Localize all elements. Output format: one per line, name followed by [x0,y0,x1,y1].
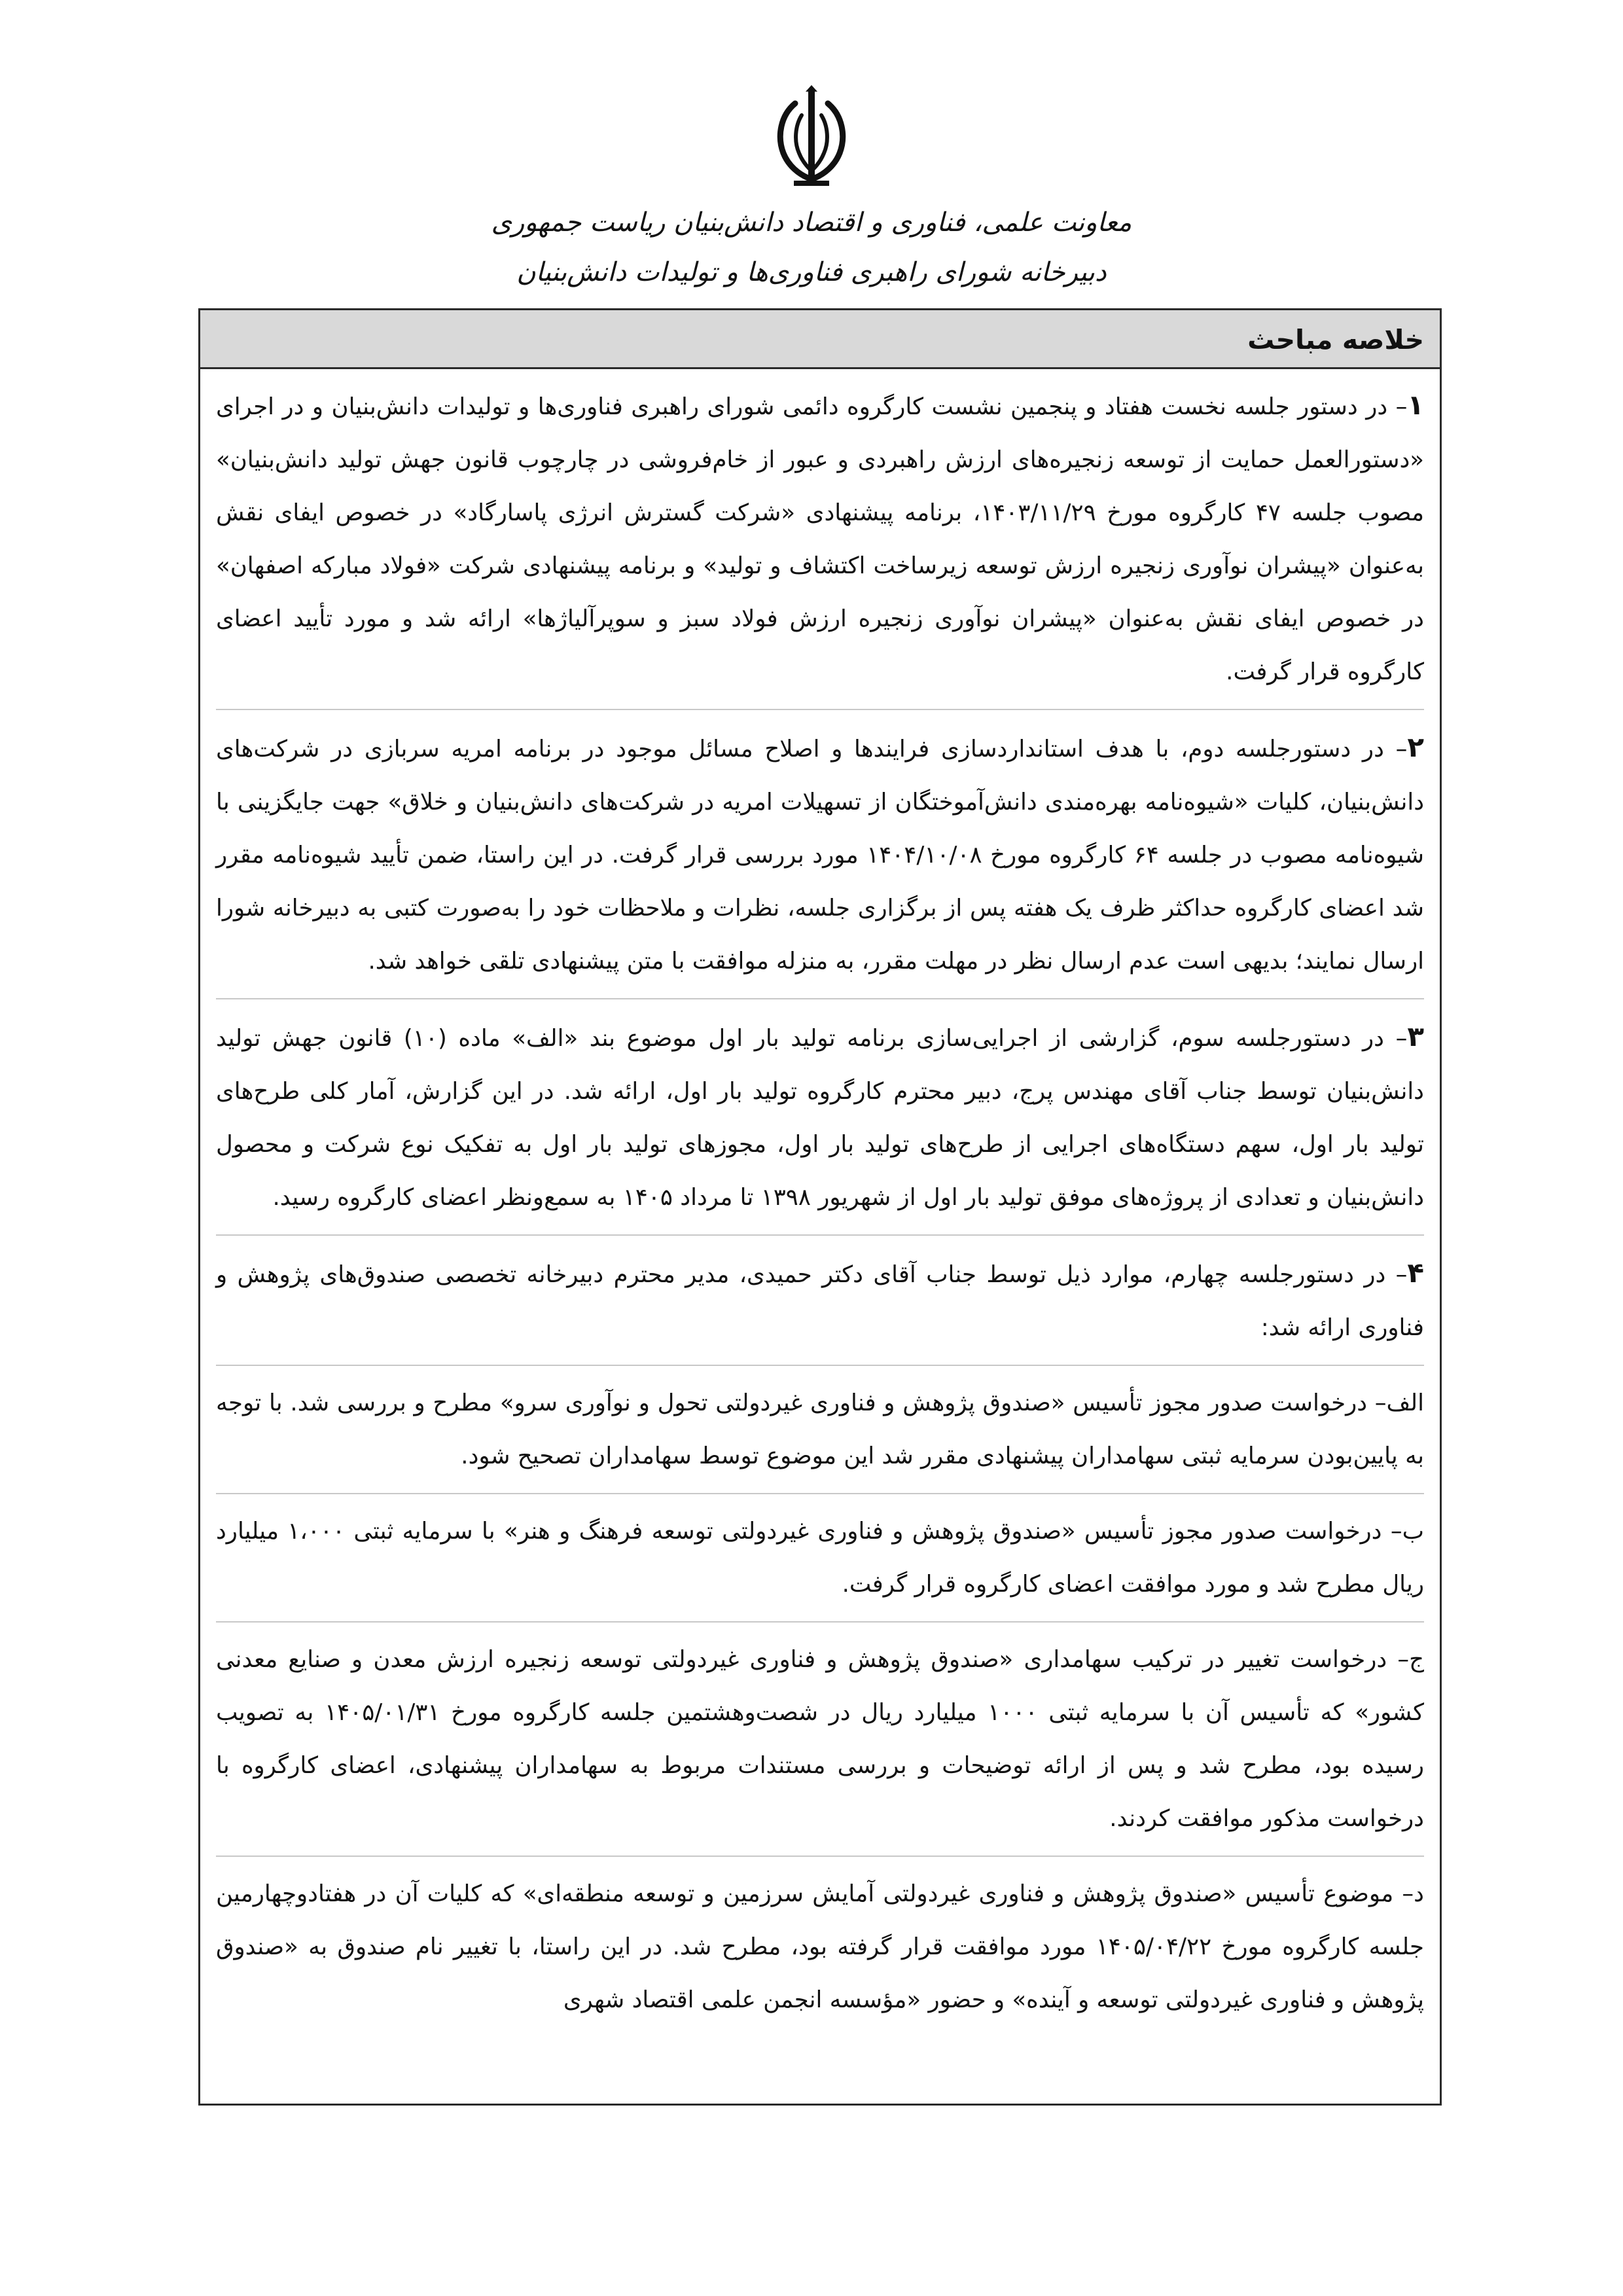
sub-item-alef [216,1376,1424,1494]
item-text: – در دستور جلسه نخست هفتاد و پنجمین نشست کارگروه دائمی شورای راهبری فناوری‌ها و تولیدات دانش‌بنیان و در اجرای «دستورالعمل حمایت از توسعه زنجیره‌های ارزش راهبردی و عبور از خام‌فروشی در چارچوب قانون جهش تولید دانش‌بنیان» مصوب جلسه ۴۷ کارگروه مورخ ۱۴۰۳/۱۱/۲۹، برنامه پیشنهادی «شرکت گسترش انرژی پاسارگاد» در خصوص ایفای نقش به‌عنوان «پیشران نوآوری زنجیره ارزش توسعه زیرساخت اکتشاف و تولید» و برنامه پیشنهادی شرکت «فولاد مبارکه اصفهان» در خصوص ایفای نقش به‌عنوان «پیشران نوآوری زنجیره ارزش فولاد سبز و سوپرآلیاژها» ارائه شد و مورد تأیید اعضای کارگروه قرار گرفت. [216,393,1425,685]
agenda-item-2 [216,721,1424,999]
letterhead [0,85,1623,297]
organization-name: معاونت علمی، فناوری و اقتصاد دانش‌بنیان ریاست جمهوری [491,207,1132,238]
sub-item-jim [216,1633,1424,1857]
summary-body [200,369,1440,2026]
secretariat-name: دبیرخانه شورای راهبری فناوری‌ها و تولیدات دانش‌بنیان [516,257,1107,287]
sub-item-dal [216,1867,1424,2026]
item-number: ۳ [1407,1020,1424,1052]
sub-item-text: ب– درخواست صدور مجوز تأسیس «صندوق پژوهش و فناوری غیردولتی توسعه فرهنگ و هنر» با سرمایه ثبتی ۱،۰۰۰ میلیارد ریال مطرح شد و مورد موافقت اعضای کارگروه قرار گرفت. [216,1518,1424,1598]
sub-item-text: الف– درخواست صدور مجوز تأسیس «صندوق پژوهش و فناوری غیردولتی تحول و نوآوری سرو» مطرح و بررسی شد. با توجه به پایین‌بودن سرمایه ثبتی سهامداران پیشنهادی مقرر شد این موضوع توسط سهامداران تصحیح شود. [216,1390,1424,1469]
item-number: ۲ [1407,731,1424,763]
item-text: – در دستورجلسه چهارم، موارد ذیل توسط جناب آقای دکتر حمیدی، مدیر محترم دبیرخانه تخصصی صندوق‌های پژوهش و فناوری ارائه شد: [216,1261,1424,1341]
sub-item-text: ج– درخواست تغییر در ترکیب سهامداری «صندوق پژوهش و فناوری غیردولتی توسعه زنجیره ارزش معدن و صنایع معدنی کشور» که تأسیس آن با سرمایه ثبتی ۱۰۰۰ میلیارد ریال در شصت‌وهشتمین جلسه کارگروه مورخ ۱۴۰۵/۰۱/۳۱ به تصویب رسیده بود، مطرح شد و پس از ارائه توضیحات و بررسی مستندات مربوط به سهامداران پیشنهادی، اعضای کارگروه با درخواست مذکور موافقت کردند. [216,1646,1424,1832]
summary-title: خلاصه مباحث [200,310,1440,369]
agenda-item-3 [216,1010,1424,1236]
item-number: ۴ [1407,1257,1424,1289]
item-text: – در دستورجلسه دوم، با هدف استانداردسازی فرایندها و اصلاح مسائل موجود در برنامه امریه سربازی در شرکت‌های دانش‌بنیان، کلیات «شیوه‌نامه بهره‌مندی دانش‌آموختگان از تسهیلات امریه در شرکت‌های دانش‌بنیان و خلاق» جهت جایگزینی با شیوه‌نامه مصوب در جلسه ۶۴ کارگروه مورخ ۱۴۰۴/۱۰/۰۸ مورد بررسی قرار گرفت. در این راستا، ضمن تأیید شیوه‌نامه مقرر شد اعضای کارگروه حداکثر ظرف یک هفته پس از برگزاری جلسه، نظرات و ملاحظات خود را به‌صورت کتبی به دبیرخانه شورا ارسال نمایند؛ بدیهی است عدم ارسال نظر در مهلت مقرر، به منزله موافقت با متن پیشنهادی تلقی خواهد شد. [216,736,1425,975]
agenda-item-4 [216,1246,1424,1366]
national-emblem-icon [769,85,854,190]
sub-item-be [216,1505,1424,1623]
discussion-summary-box [198,308,1442,2106]
sub-item-text: د– موضوع تأسیس «صندوق پژوهش و فناوری غیردولتی آمایش سرزمین و توسعه منطقه‌ای» که کلیات آن در هفتادوچهارمین جلسه کارگروه مورخ ۱۴۰۵/۰۴/۲۲ مورد موافقت قرار گرفته بود، مطرح شد. در این راستا، با تغییر نام صندوق به «صندوق پژوهش و فناوری غیردولتی توسعه و آینده» و حضور «مؤسسه انجمن علمی اقتصاد شهری [216,1880,1424,2013]
item-number: ۱ [1407,389,1424,421]
item-text: – در دستورجلسه سوم، گزارشی از اجرایی‌سازی برنامه تولید بار اول موضوع بند «الف» ماده (۱۰) قانون جهش تولید دانش‌بنیان توسط جناب آقای مهندس پرج، دبیر محترم کارگروه تولید بار اول، ارائه شد. در این گزارش، آمار کلی طرح‌های تولید بار اول، سهم دستگاه‌های اجرایی از طرح‌های تولید بار اول، مجوزهای تولید بار اول به تفکیک نوع شرکت و محصول دانش‌بنیان و تعدادی از پروژه‌های موفق تولید بار اول از شهریور ۱۳۹۸ تا مرداد ۱۴۰۵ به سمع‌ونظر اعضای کارگروه رسید. [216,1025,1424,1211]
agenda-item-1 [216,378,1424,710]
